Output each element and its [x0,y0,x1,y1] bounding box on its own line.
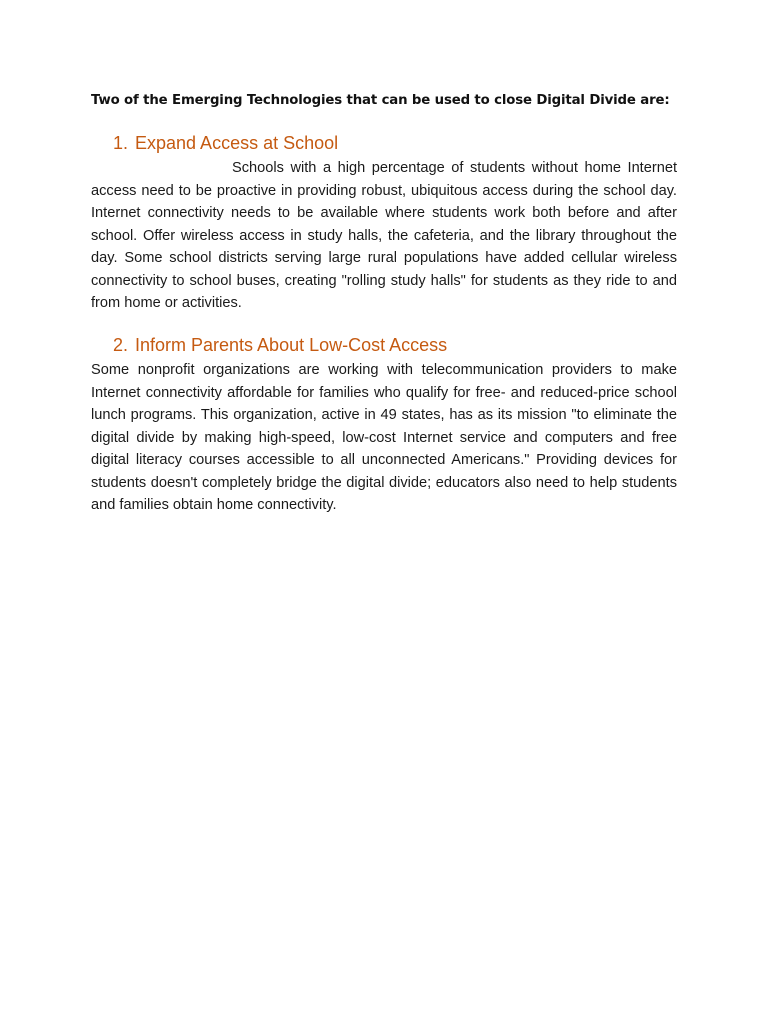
section-body-expand-access: Schools with a high percentage of students without home Internet access need to be proactive in providing robust, ubiquitous access during the school day. Internet connectivity needs to be available where students work both before and after school. Offer wireless access in study halls, the cafeteria, and the library throughout the day. Some school districts serving large rural populations have added cellular wireless connectivity to school buses, creating "rolling study halls" for students as they ride to and from home or activities. [91,160,677,311]
intro-heading: Two of the Emerging Technologies that can be used to close Digital Divide are: [91,93,670,108]
section-number: 2. [113,335,129,355]
section-title: Inform Parents About Low-Cost Access [135,335,448,355]
section-heading-expand-access [113,133,673,154]
section-number: 1. [113,133,129,153]
section-heading-inform-parents [113,335,673,356]
section-title: Expand Access at School [135,133,339,153]
section-body-inform-parents: Some nonprofit organizations are working with telecommunication providers to make Internet connectivity affordable for families who qualify for free- and reduced-price school lunch programs. This organization, active in 49 states, has as its mission "to eliminate the digital divide by making high-speed, low-cost Internet service and computers and free digital literacy courses accessible to all unconnected Americans." Providing devices for students doesn't completely bridge the digital divide; educators also need to help students and families obtain home connectivity. [91,362,677,513]
